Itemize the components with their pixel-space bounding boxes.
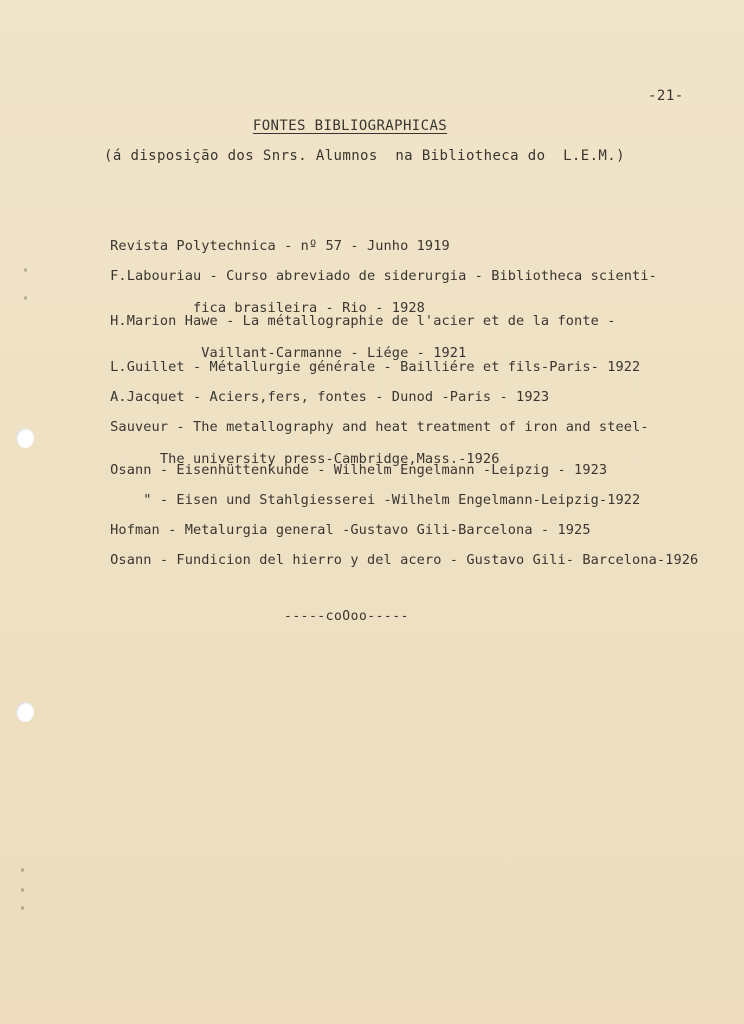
entry-line-continued: The university press-Cambridge,Mass.-1926: [77, 451, 500, 467]
entry-line: Hofman - Metalurgia general -Gustavo Gili-Barcelona - 1925: [110, 522, 591, 538]
page-title: [0, 118, 700, 134]
entry-line: " - Eisen und Stahlgiesserei -Wilhelm Engelmann-Leipzig-1922: [110, 492, 641, 508]
entry-line: Osann - Eisenhüttenkunde - Wilhelm Engelmann -Leipzig - 1923: [110, 462, 608, 478]
end-separator: -----coOoo-----: [284, 609, 409, 624]
subtitle: (á disposição dos Snrs. Alumnos na Bibliotheca do L.E.M.): [104, 148, 625, 164]
margin-mark: [24, 296, 27, 300]
margin-mark: [21, 868, 24, 872]
margin-mark: [24, 268, 27, 272]
entry-line: Osann - Fundicion del hierro y del acero - Gustavo Gili- Barcelona-1926: [110, 552, 699, 568]
bibliography-entry: [77, 536, 698, 584]
entry-line: L.Guillet - Métallurgie générale - Bailliére et fils-Paris- 1922: [110, 359, 641, 375]
margin-mark: [21, 906, 24, 910]
entry-line: F.Labouriau - Curso abreviado de siderurgia - Bibliotheca scienti-: [110, 268, 657, 284]
entry-line-continued: Vaillant-Carmanne - Liége - 1921: [77, 345, 467, 361]
entry-line: Revista Polytechnica - nº 57 - Junho 1919: [110, 238, 450, 254]
punch-hole: [16, 702, 34, 722]
entry-line-continued: fica brasileira - Rio - 1928: [77, 300, 425, 316]
page-number: -21-: [648, 88, 684, 104]
entry-line: Sauveur - The metallography and heat treatment of iron and steel-: [110, 419, 649, 435]
entry-line: H.Marion Hawe - La métallographie de l'acier et de la fonte -: [110, 313, 616, 329]
margin-mark: [21, 888, 24, 892]
page-title-text: FONTES BIBLIOGRAPHICAS: [252, 118, 448, 134]
punch-hole: [16, 428, 34, 448]
entry-line: A.Jacquet - Aciers,fers, fontes - Dunod -Paris - 1923: [110, 389, 550, 405]
